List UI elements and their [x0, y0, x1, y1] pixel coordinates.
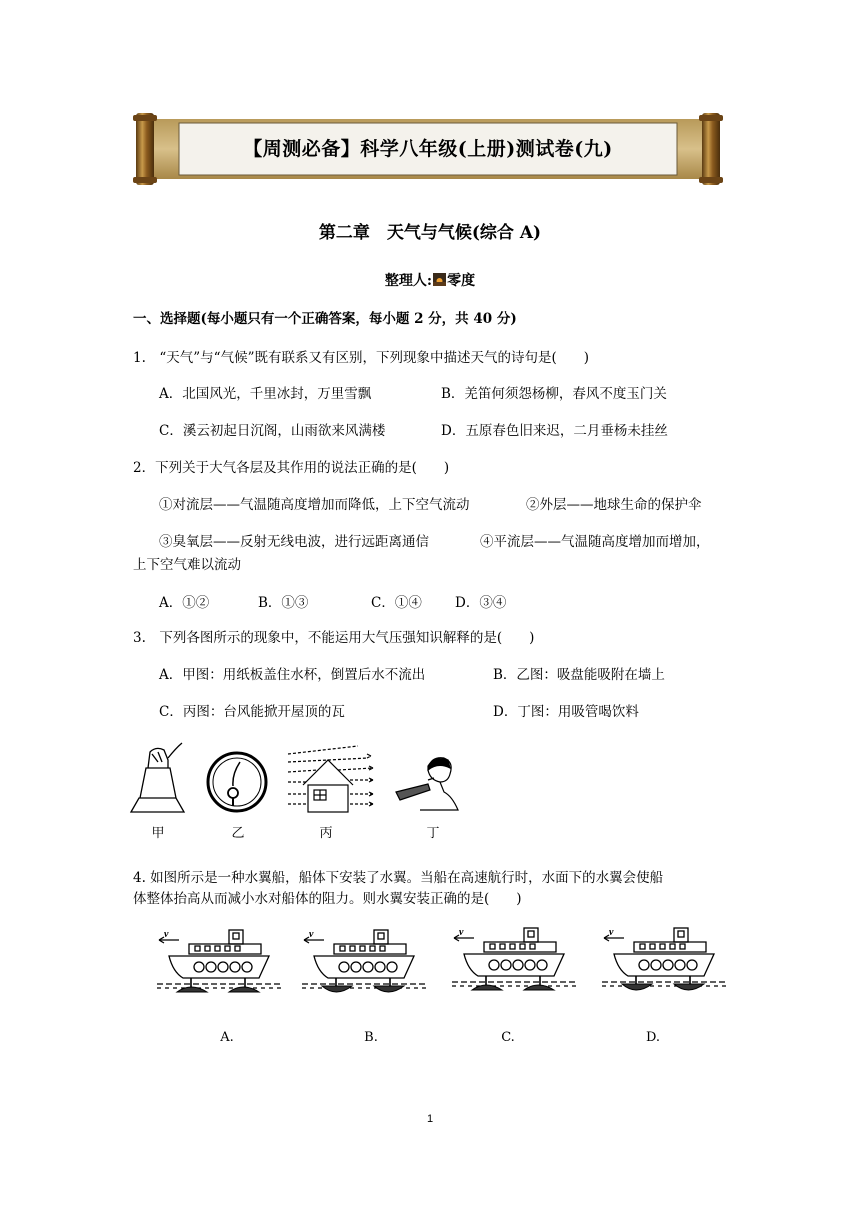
- figure-jia-cup-illustration: [131, 743, 184, 812]
- figure-bing-house-illustration: [288, 746, 373, 812]
- question-2-stem: 2．下列关于大气各层及其作用的说法正确的是( ): [133, 460, 450, 476]
- question-2-option-a: A．①②: [159, 595, 210, 611]
- figure-label-bing: 丙: [319, 826, 333, 841]
- question-3-option-b: B．乙图：吸盘能吸附在墙上: [493, 667, 665, 683]
- section-heading: 一、选择题(每小题只有一个正确答案，每小题 2 分，共 40 分): [133, 311, 517, 327]
- question-4-stem-line-2: 体整体抬高从而减小水对船体的阻力。则水翼安装正确的是( ): [133, 891, 522, 907]
- organizer-line: [0, 270, 860, 290]
- question-1-option-c: C．溪云初起日沉阁，山雨欲来风满楼: [159, 423, 386, 439]
- question-2-item-1: ①对流层——气温随高度增加而降低，上下空气流动: [159, 497, 470, 513]
- page-number: 1: [426, 1113, 434, 1125]
- question-3-option-d: D．丁图：用吸管喝饮料: [493, 704, 639, 720]
- hydrofoil-boat-a: [155, 928, 285, 1000]
- title-banner: [133, 113, 723, 185]
- question-2-item-3: ③臭氧层——反射无线电波，进行远距离通信: [159, 534, 429, 550]
- question-2-option-b: B．①③: [258, 595, 309, 611]
- question-2-option-d: D．③④: [455, 595, 507, 611]
- sunset-icon: [433, 273, 446, 286]
- question-3-figures: [128, 740, 468, 820]
- svg-text:v: v: [609, 927, 614, 938]
- organizer-name: 零度: [447, 273, 476, 289]
- hydrofoil-boat-b: [300, 928, 430, 1000]
- question-2-item-4: ④平流层——气温随高度增加而增加，: [480, 534, 710, 550]
- figure-label-jia: 甲: [151, 826, 165, 841]
- svg-text:v: v: [309, 929, 314, 940]
- banner-title: 【周测必备】科学八年级(上册)测试卷(九): [243, 138, 613, 160]
- question-1-option-b: B．羌笛何须怨杨柳，春风不度玉门关: [441, 386, 667, 402]
- question-4-stem-line-1: 4. 如图所示是一种水翼船，船体下安装了水翼。当船在高速航行时，水面下的水翼会使船: [133, 870, 664, 886]
- figure-label-ding: 丁: [426, 826, 440, 841]
- svg-text:v: v: [459, 927, 464, 938]
- chapter-title: 第二章 天气与气候(综合 A): [318, 223, 542, 243]
- hydrofoil-boat-c: [450, 926, 580, 998]
- svg-text:v: v: [164, 929, 169, 940]
- question-4-option-d: D.: [645, 1030, 661, 1045]
- question-1-option-a: A．北国风光，千里冰封，万里雪飘: [159, 386, 372, 402]
- question-2-item-4-cont: 上下空气难以流动: [133, 557, 241, 573]
- question-4-option-c: C.: [501, 1030, 515, 1045]
- question-1-stem: 1. “天气”与“气候”既有联系又有区别，下列现象中描述天气的诗句是( ): [133, 350, 590, 366]
- question-3-option-a: A．甲图：用纸板盖住水杯，倒置后水不流出: [159, 667, 426, 683]
- question-3-stem: 3. 下列各图所示的现象中，不能运用大气压强知识解释的是( ): [133, 630, 535, 646]
- figure-ding-person-drinking-illustration: [396, 758, 458, 810]
- question-1-option-d: D．五原春色旧来迟，二月垂杨未挂丝: [441, 423, 668, 439]
- hydrofoil-boat-d: [600, 926, 730, 998]
- figure-yi-suction-cup-illustration: [208, 753, 266, 811]
- figure-label-yi: 乙: [231, 826, 245, 841]
- question-3-option-c: C．丙图：台风能掀开屋顶的瓦: [159, 704, 345, 720]
- question-2-option-c: C．①④: [371, 595, 422, 611]
- question-4-option-a: A.: [220, 1030, 234, 1045]
- organizer-prefix: 整理人:: [384, 273, 433, 289]
- question-2-item-2: ②外层——地球生命的保护伞: [526, 497, 702, 513]
- question-4-option-b: B.: [364, 1030, 378, 1045]
